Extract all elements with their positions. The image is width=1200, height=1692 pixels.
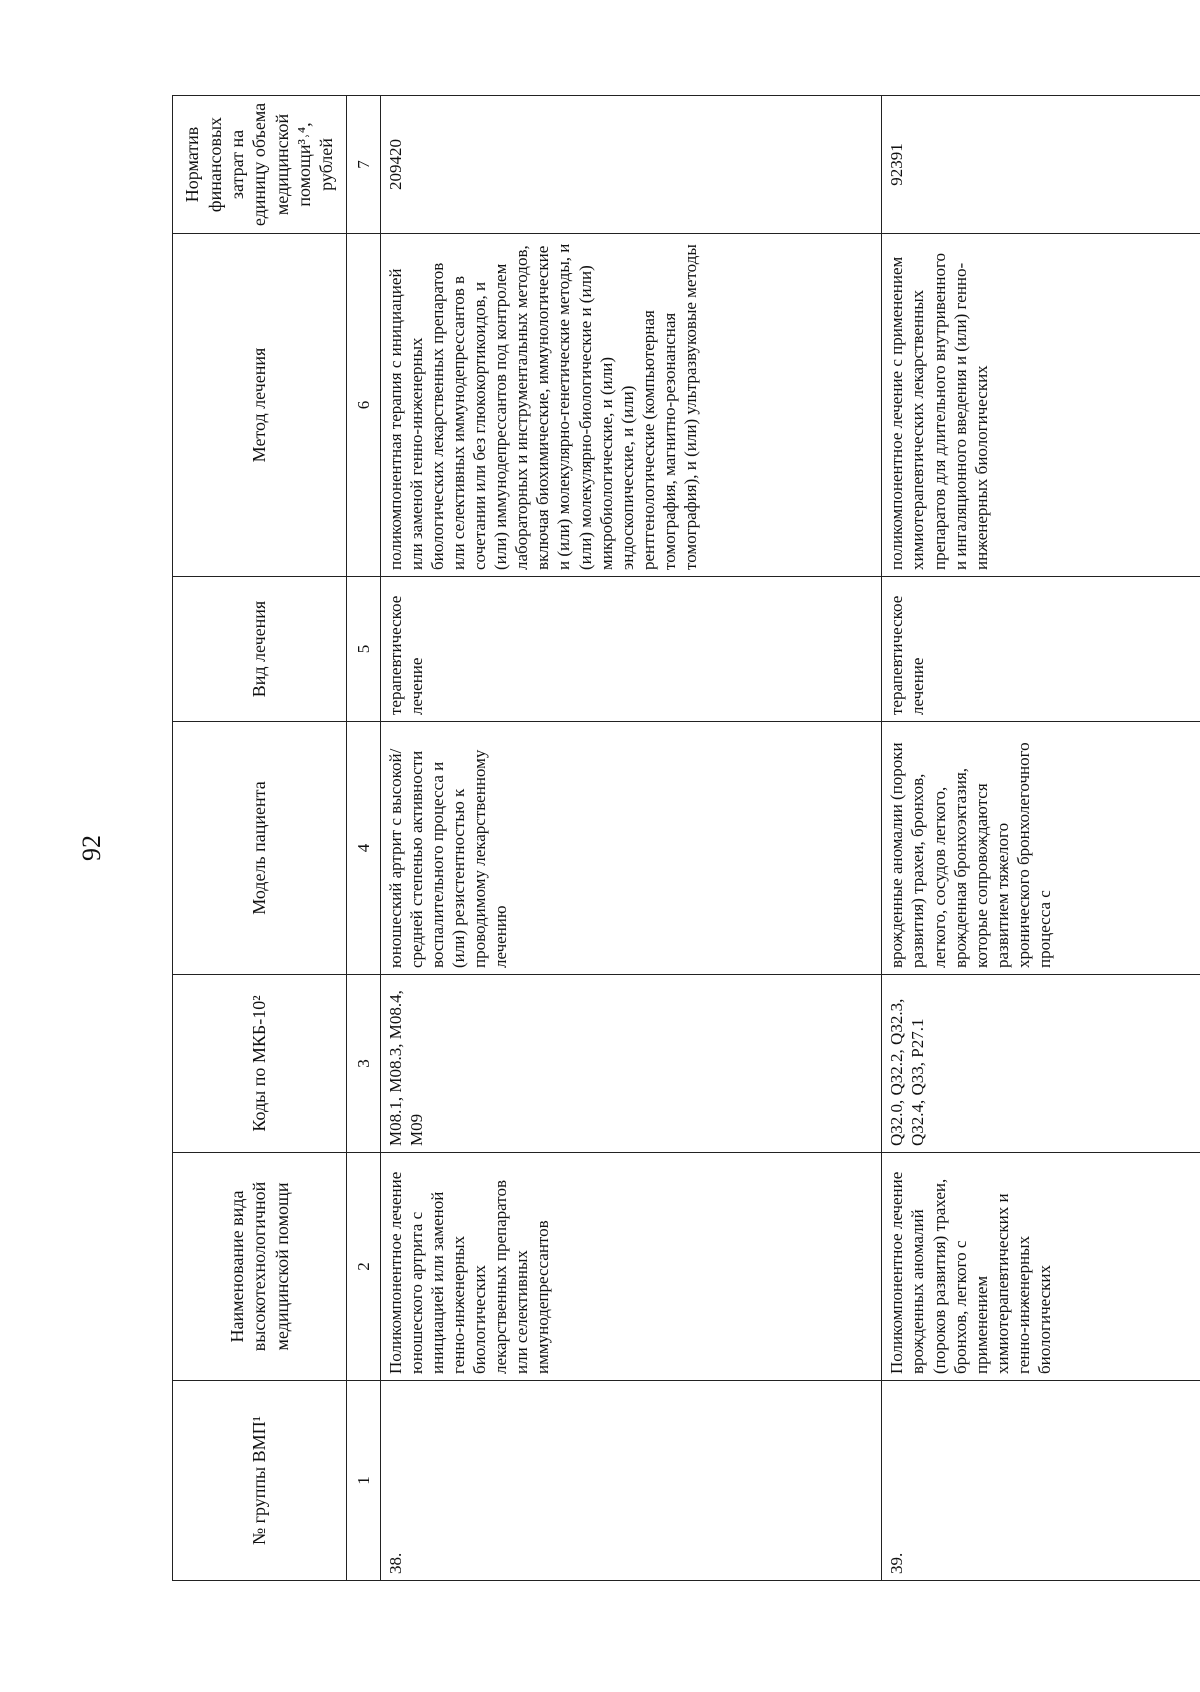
column-number: 4	[347, 722, 381, 975]
table-row	[380, 96, 882, 1581]
page-number: 92	[77, 835, 106, 861]
header-row	[173, 96, 347, 1581]
group-number-cell: 38.	[380, 1381, 882, 1581]
header-icd-codes: Коды по МКБ-10²	[173, 975, 347, 1153]
column-number: 2	[347, 1153, 381, 1381]
header-treatment-type: Вид лечения	[173, 577, 347, 722]
rotated-table-container	[172, 96, 1200, 1581]
header-care-name: Наименование вида высокотехнологичной медицинской помощи	[173, 1153, 347, 1381]
treatment-type-cell: терапевтическое лечение	[882, 577, 1200, 722]
table-row	[882, 96, 1200, 1581]
treatment-method-cell: поликомпонентное лечение с применением химиотерапевтических лекарственных препаратов для длительного внутривенного и ингаляционного введения и (или) генно-инженерных биологических	[882, 234, 1200, 577]
column-number: 1	[347, 1381, 381, 1581]
icd-codes-cell: M08.1, M08.3, M08.4, M09	[380, 975, 882, 1153]
column-number: 5	[347, 577, 381, 722]
care-name-cell: Поликомпонентное лечение юношеского артрита с инициацией или заменой генно-инженерных биологических лекарственных препаратов или селективных иммунодепрессантов	[380, 1153, 882, 1381]
treatment-method-cell: поликомпонентная терапия с инициацией или заменой генно-инженерных биологических лекарственных препаратов или селективных иммунодепрессантов в сочетании или без глюкокортикоидов, и (или) иммунодепрессантов под контролем лабораторных и инструментальных методов, включая биохимические, иммунологические и (или) молекулярно-генетические методы, и (или) молекулярно-биологические и (или) микробиологические, и (или) эндоскопические, и (или) рентгенологические (компьютерная томография, магнитно-резонансная томография), и (или) ультразвуковые методы	[380, 234, 882, 577]
header-cost-norm: Норматив финансовых затрат на единицу объема медицинской помощи³˒⁴, рублей	[173, 96, 347, 234]
care-name-cell: Поликомпонентное лечение врожденных аномалий (пороков развития) трахеи, бронхов, легкого с применением химиотерапевтических и генно-инженерных биологических	[882, 1153, 1200, 1381]
cost-cell: 209420	[380, 96, 882, 234]
cost-cell: 92391	[882, 96, 1200, 234]
icd-codes-cell: Q32.0, Q32.2, Q32.3, Q32.4, Q33, P27.1	[882, 975, 1200, 1153]
column-number: 7	[347, 96, 381, 234]
column-number: 6	[347, 234, 381, 577]
column-number-row	[347, 96, 381, 1581]
patient-model-cell: врожденные аномалии (пороки развития) трахеи, бронхов, легкого, сосудов легкого, врожденная бронхоэктазия, которые сопровождаются развитием тяжелого хронического бронхолегочного процесса с	[882, 722, 1200, 975]
header-group-number: № группы ВМП¹	[173, 1381, 347, 1581]
treatment-type-cell: терапевтическое лечение	[380, 577, 882, 722]
vmp-table	[172, 95, 1200, 1581]
header-treatment-method: Метод лечения	[173, 234, 347, 577]
group-number-cell: 39.	[882, 1381, 1200, 1581]
column-number: 3	[347, 975, 381, 1153]
header-patient-model: Модель пациента	[173, 722, 347, 975]
patient-model-cell: юношеский артрит с высокой/средней степенью активности воспалительного процесса и (или) резистентностью к проводимому лекарственному лечению	[380, 722, 882, 975]
